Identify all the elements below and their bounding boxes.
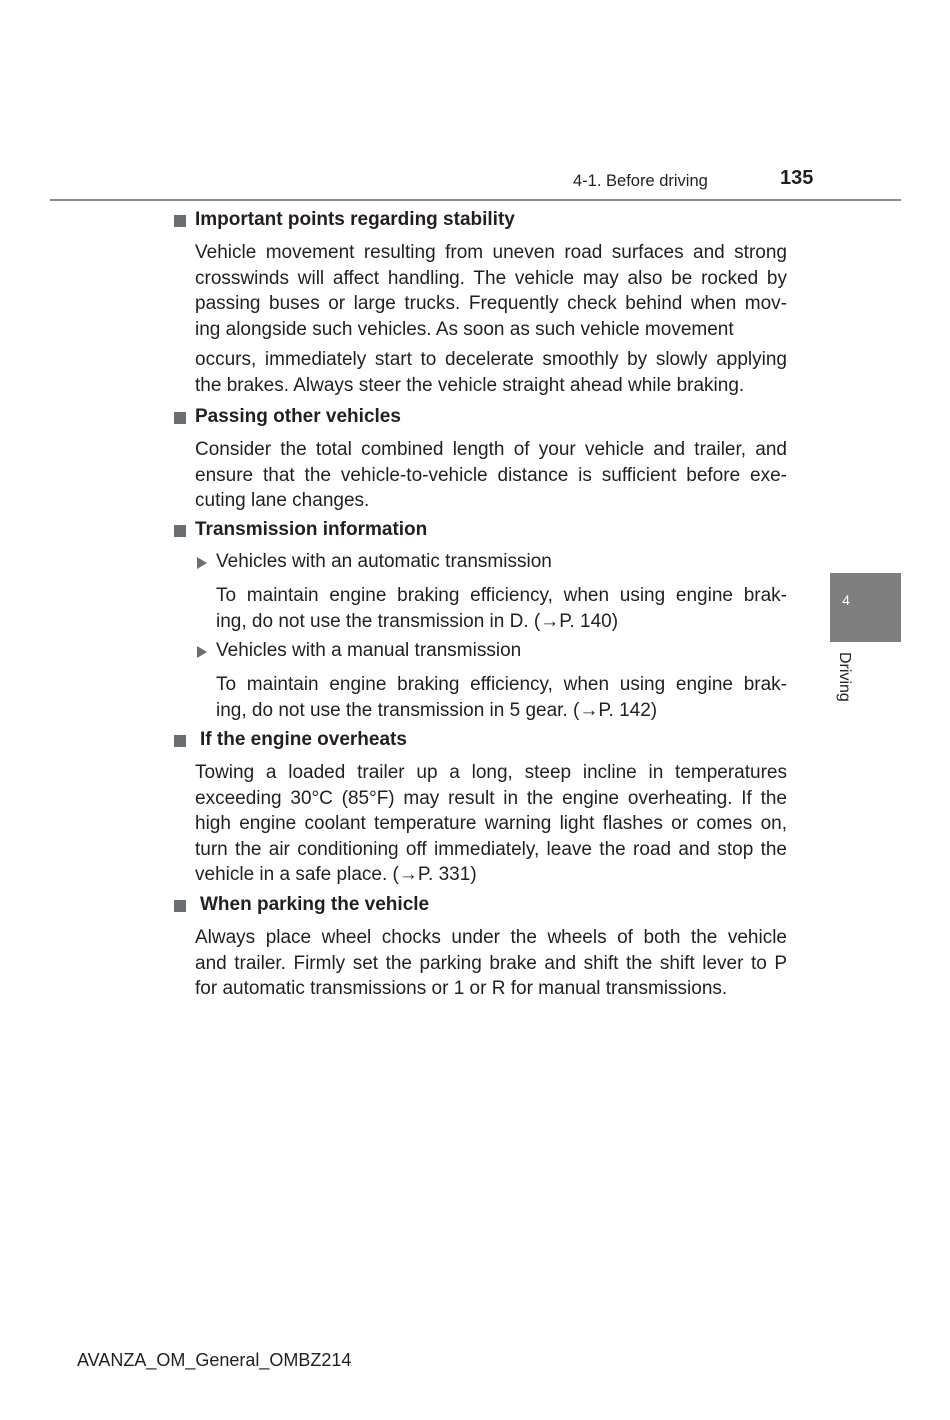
body-line: Consider the total combined length of your vehicle and trailer, and xyxy=(195,439,787,460)
body-line: passing buses or large trucks. Frequently check behind when mov- xyxy=(195,293,787,315)
body-line: the brakes. Always steer the vehicle straight ahead while braking. xyxy=(195,374,745,396)
chapter-tab-number: 4 xyxy=(842,592,850,608)
footer-document-id: AVANZA_OM_General_OMBZ214 xyxy=(77,1350,352,1370)
section-body xyxy=(195,240,787,399)
square-bullet-icon xyxy=(174,412,186,424)
body-line: cuting lane changes. xyxy=(195,490,370,512)
subsection-heading-text: Vehicles with an automatic transmission xyxy=(216,551,552,572)
header-divider xyxy=(50,199,901,201)
section-body xyxy=(195,437,787,514)
body-line: vehicle in a safe place. (→P. 331) xyxy=(195,864,477,886)
section-heading-text: When parking the vehicle xyxy=(200,894,430,915)
square-bullet-icon xyxy=(174,735,186,747)
body-line: Always place wheel chocks under the wheels of both the vehicle xyxy=(195,927,787,948)
header-section-title: 4-1. Before driving xyxy=(573,172,708,190)
body-line: turn the air conditioning off immediately, leave the road and stop the xyxy=(195,838,787,860)
body-line: To maintain engine braking efficiency, when using engine brak- xyxy=(216,674,787,695)
square-bullet-icon xyxy=(174,525,186,537)
chapter-tab-label: Driving xyxy=(836,652,853,702)
body-line: Towing a loaded trailer up a long, steep incline in temperatures xyxy=(195,762,787,783)
section-heading-text: Important points regarding stability xyxy=(195,209,515,230)
triangle-bullet-icon xyxy=(197,646,207,658)
body-line: occurs, immediately start to decelerate smoothly by slowly applying xyxy=(195,349,787,371)
square-bullet-icon xyxy=(174,215,186,227)
body-line: crosswinds will affect handling. The vehicle may also be rocked by xyxy=(195,267,787,289)
section-heading-text: If the engine overheats xyxy=(200,729,407,750)
body-line: ing alongside such vehicles. As soon as such vehicle movement xyxy=(195,318,734,340)
section-body xyxy=(195,760,787,888)
section-heading-text: Passing other vehicles xyxy=(195,406,401,427)
subsection-body xyxy=(216,583,787,634)
page-number: 135 xyxy=(780,167,814,189)
body-line: ing, do not use the transmission in D. (→P. 140) xyxy=(216,610,619,632)
subsection-heading-text: Vehicles with a manual transmission xyxy=(216,640,522,661)
subsection-body xyxy=(216,672,787,723)
triangle-bullet-icon xyxy=(197,557,207,569)
body-line: ing, do not use the transmission in 5 gear. (→P. 142) xyxy=(216,699,658,721)
body-line: exceeding 30°C (85°F) may result in the engine overheating. If the xyxy=(195,787,787,809)
body-line: for automatic transmissions or 1 or R for manual transmissions. xyxy=(195,978,728,1000)
chapter-tab[interactable] xyxy=(830,573,901,642)
square-bullet-icon xyxy=(174,900,186,912)
section-heading-text: Transmission information xyxy=(195,519,428,540)
body-line: high engine coolant temperature warning light flashes or comes on, xyxy=(195,813,787,835)
body-line: ensure that the vehicle-to-vehicle distance is sufficient before exe- xyxy=(195,464,787,486)
body-line: Vehicle movement resulting from uneven road surfaces and strong xyxy=(195,242,787,263)
section-body xyxy=(195,925,787,1002)
body-line: To maintain engine braking efficiency, when using engine brak- xyxy=(216,585,787,606)
body-line: and trailer. Firmly set the parking brake and shift the shift lever to P xyxy=(195,952,787,974)
